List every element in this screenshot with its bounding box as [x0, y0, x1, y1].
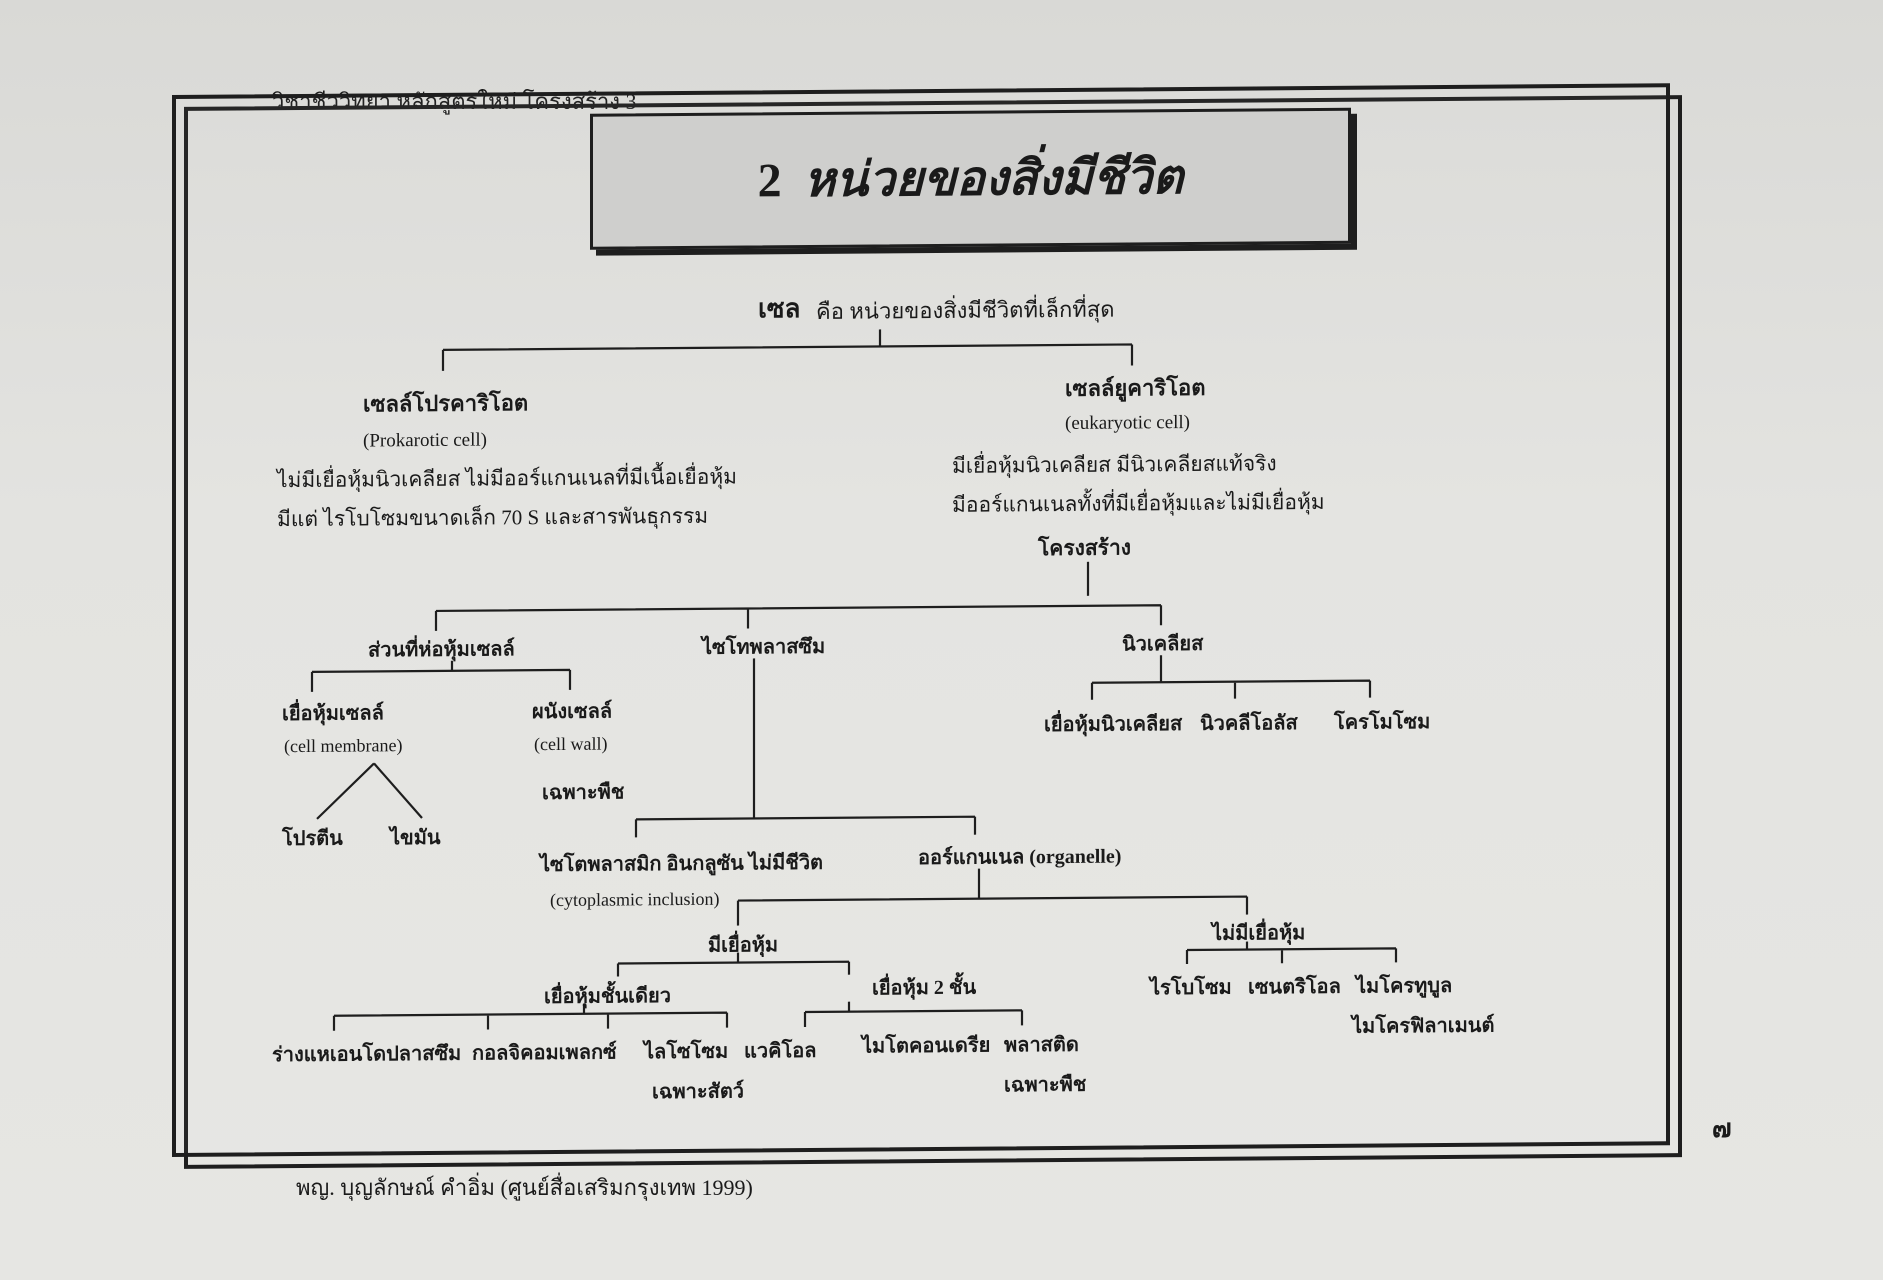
page-number: ๗ [1712, 1114, 1732, 1143]
inclusion-label: ไซโตพลาสมิก อินกลูซัน ไม่มีชีวิต [540, 851, 824, 877]
eukaryote-name: เซลล์ยูคาริโอต [1065, 374, 1206, 401]
prokaryote-desc-2: มีแต่ ไรโบโซมขนาดเล็ก 70 S และสารพันธุกรรม [277, 503, 709, 532]
chapter-title: หน่วยของสิ่งมีชีวิต [803, 151, 1184, 208]
connector-structure [436, 561, 1161, 631]
microtubule-label: ไมโครทูบูล [1356, 974, 1453, 998]
nucleolus-label: นิวคลีโอลัส [1200, 712, 1298, 735]
chapter-number: 2 [757, 153, 782, 207]
definition-text: คือ หน่วยของสิ่งมีชีวิตที่เล็กที่สุด [816, 296, 1115, 324]
connector-double [805, 1000, 1022, 1027]
cell-membrane-label: เยื่อหุ้มเซลล์ [282, 702, 384, 726]
eukaryote-english: (eukaryotic cell) [1065, 412, 1191, 434]
lysosome-label: ไลโซโซม [644, 1040, 729, 1064]
cell-membrane-english: (cell membrane) [284, 735, 403, 757]
prokaryote-english: (Prokarotic cell) [363, 429, 487, 452]
golgi-label: กอลจิคอมเพลกซ์ [472, 1041, 617, 1065]
centriole-label: เซนตริโอล [1248, 975, 1341, 999]
ribosome-label: ไรโบโซม [1150, 976, 1232, 1000]
connector-cytoplasm [636, 657, 975, 838]
animal-only-label: เฉพาะสัตว์ [652, 1080, 745, 1104]
cell-wall-note: เฉพาะพืช [542, 781, 625, 805]
nuclear-envelope-label: เยื่อหุ้มนิวเคลียส [1044, 713, 1183, 737]
page-footer: พญ. บุญลักษณ์ คำอิ่ม (ศูนย์สื่อเสริมกรุงเทพ 1999) [296, 1175, 753, 1200]
protein-label: โปรตีน [282, 827, 343, 851]
mitochondria-label: ไมโตคอนเดรีย [862, 1034, 991, 1058]
page-header: วิชาชีววิทยา หลักสูตรใหม่ โครงสร้าง 3 [272, 89, 637, 114]
membranous-label: มีเยื่อหุ้ม [708, 934, 779, 957]
er-label: ร่างแหเอนโดปลาสซึม [272, 1042, 462, 1067]
cell-wall-label: ผนังเซลล์ [532, 700, 613, 724]
nucleus-label: นิวเคลียส [1122, 632, 1204, 656]
plant-only-label: เฉพาะพืช [1004, 1073, 1087, 1097]
prokaryote-name: เซลล์โปรคาริโอต [363, 390, 529, 417]
chromosome-label: โครโมโซม [1334, 711, 1431, 734]
nonmembranous-label: ไม่มีเยื่อหุ้ม [1212, 922, 1306, 945]
cell-wall-english: (cell wall) [534, 733, 608, 755]
cytoplasm-label: ไซโทพลาสซึม [702, 635, 826, 659]
definition-term: เซล [758, 294, 801, 324]
content-frame [172, 83, 1670, 1157]
plastid-label: พลาสติด [1004, 1033, 1079, 1057]
vacuole-label: แวคิโอล [744, 1039, 817, 1063]
double-membrane-label: เยื่อหุ้ม 2 ชั้น [872, 976, 977, 1000]
inclusion-english: (cytoplasmic inclusion) [550, 888, 720, 911]
organelle-label: ออร์แกนเนล (organelle) [918, 845, 1122, 870]
microfilament-label: ไมโครฟิลาเมนต์ [1352, 1014, 1495, 1038]
single-membrane-label: เยื่อหุ้มชั้นเดียว [544, 985, 671, 1009]
connector-membrane [317, 763, 422, 819]
connector-root [443, 327, 1132, 370]
prokaryote-desc-1: ไม่มีเยื่อหุ้มนิวเคลียส ไม่มีออร์แกนเนลที่มีเนื้อเยื่อหุ้ม [277, 464, 738, 493]
covering-label: ส่วนที่ห่อหุ้มเซลล์ [368, 638, 515, 662]
lipid-label: ไขมัน [390, 826, 441, 850]
eukaryote-desc-2: มีออร์แกนเนลทั้งที่มีเยื่อหุ้มและไม่มีเยื่อหุ้ม [952, 489, 1325, 517]
eukaryote-desc-1: มีเยื่อหุ้มนิวเคลียส มีนิวเคลียสแท้จริง [952, 451, 1277, 478]
structure-label: โครงสร้าง [1038, 535, 1132, 561]
connector-nucleus [1092, 654, 1370, 700]
